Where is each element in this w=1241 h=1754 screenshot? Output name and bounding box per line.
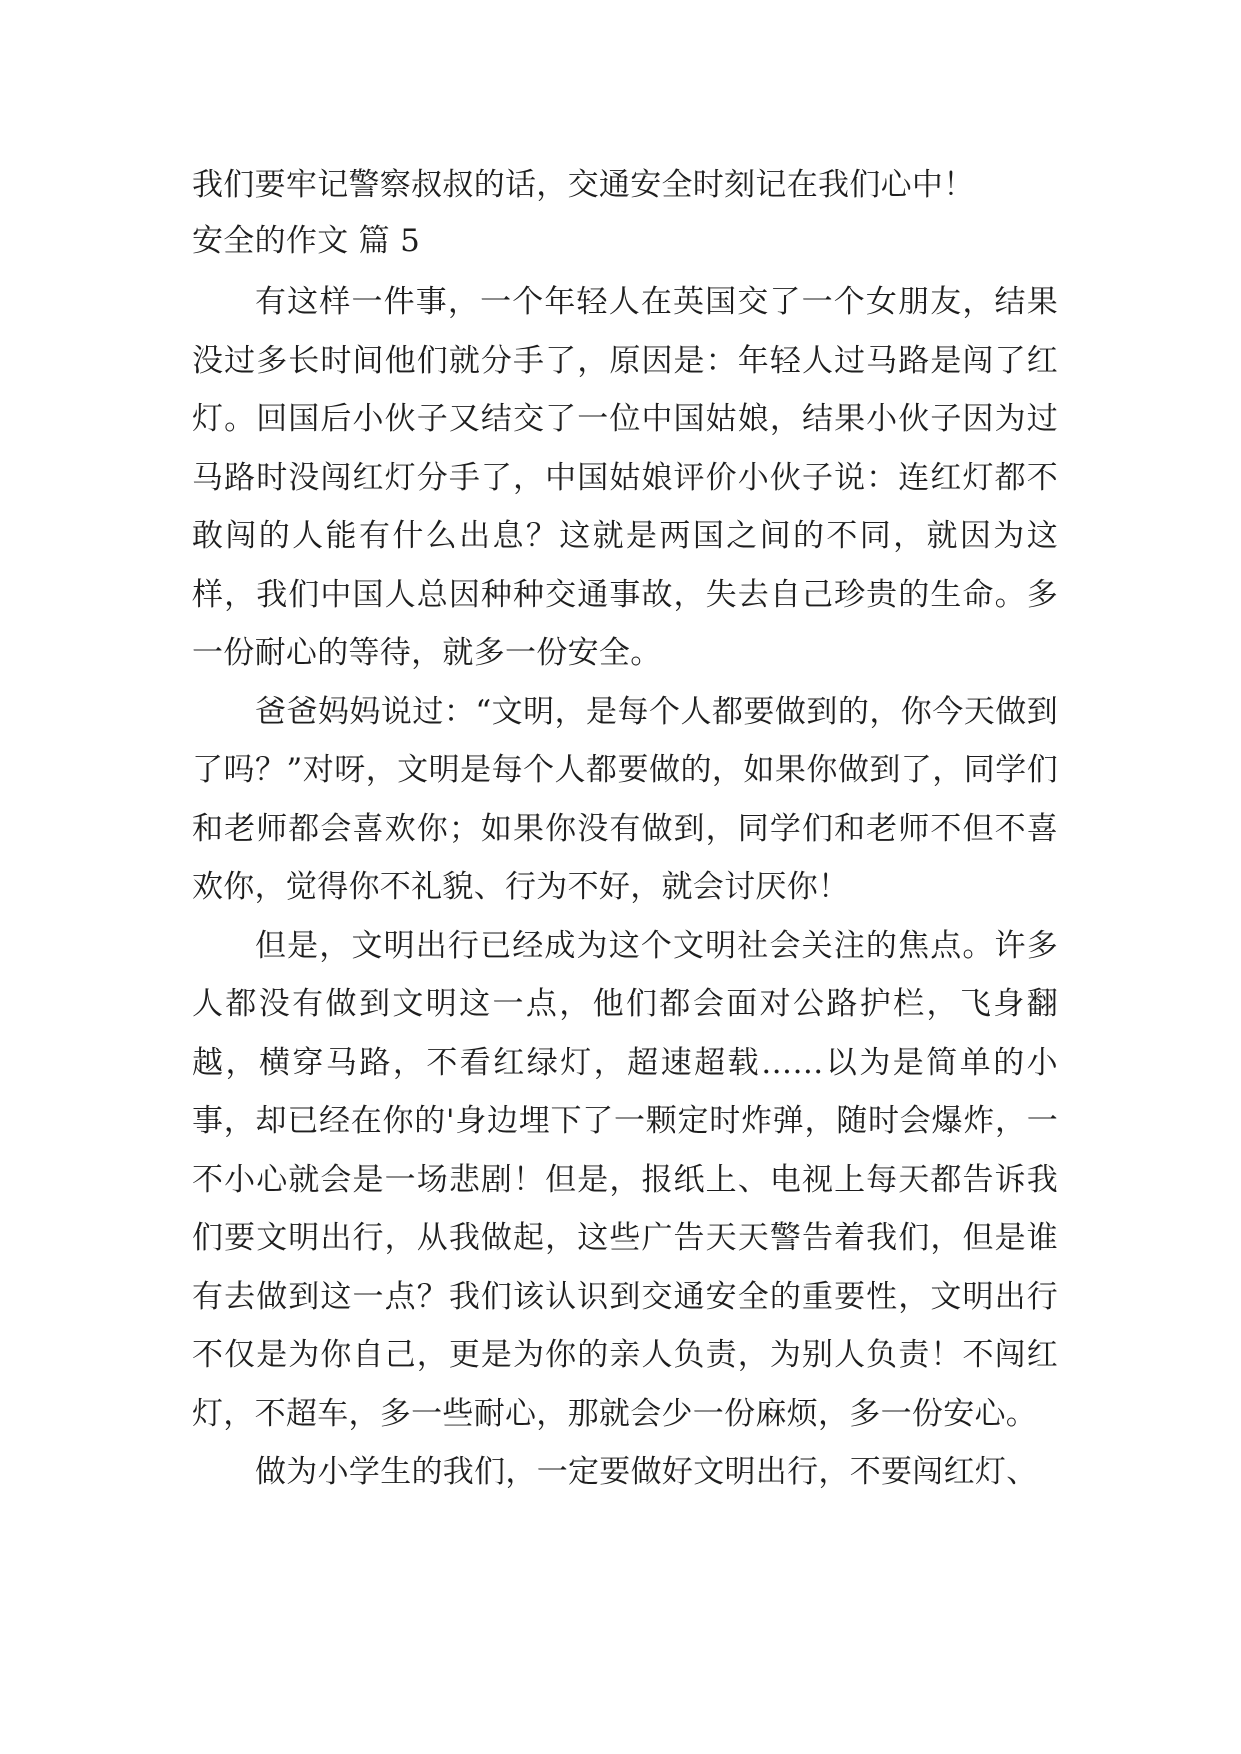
section-heading: 安全的作文 篇 5 [192, 223, 421, 259]
paragraph-4: 做为小学生的我们，一定要做好文明出行，不要闯红灯、 [255, 1454, 1038, 1490]
paragraph-1: 有这样一件事，一个年轻人在英国交了一个女朋友，结果没过多长时间他们就分手了，原因是：年轻人过马路是闯了红灯。回国后小伙子又结交了一位中国姑娘，结果小伙子因为过马路时没闯红灯分手了，中国姑娘评价小伙子说：连红灯都不敢闯的人能有什么出息？这就是两国之间的不同，就因为这样，我们中国人总因种种交通事故，失去自己珍贵的生命。多一份耐心的等待，就多一份安全。 [192, 284, 1058, 671]
opening-line: 我们要牢记警察叔叔的话，交通安全时刻记在我们心中！ [192, 167, 975, 203]
document-body [192, 157, 1058, 1502]
paragraph-3: 但是，文明出行已经成为这个文明社会关注的焦点。许多人都没有做到文明这一点，他们都会面对公路护栏，飞身翻越，横穿马路，不看红绿灯，超速超载……以为是简单的小事，却已经在你的'身边埋下了一颗定时炸弹，随时会爆炸，一不小心就会是一场悲剧！但是，报纸上、电视上每天都告诉我们要文明出行，从我做起，这些广告天天警告着我们，但是谁有去做到这一点？我们该认识到交通安全的重要性，文明出行不仅是为你自己，更是为你的亲人负责，为别人负责！不闯红灯，不超车，多一些耐心，那就会少一份麻烦，多一份安心。 [192, 927, 1058, 1432]
paragraph-2: 爸爸妈妈说过：“文明，是每个人都要做到的，你今天做到了吗？”对呀，文明是每个人都要做的，如果你做到了，同学们和老师都会喜欢你；如果你没有做到，同学们和老师不但不喜欢你，觉得你不礼貌、行为不好，就会讨厌你！ [192, 693, 1058, 905]
